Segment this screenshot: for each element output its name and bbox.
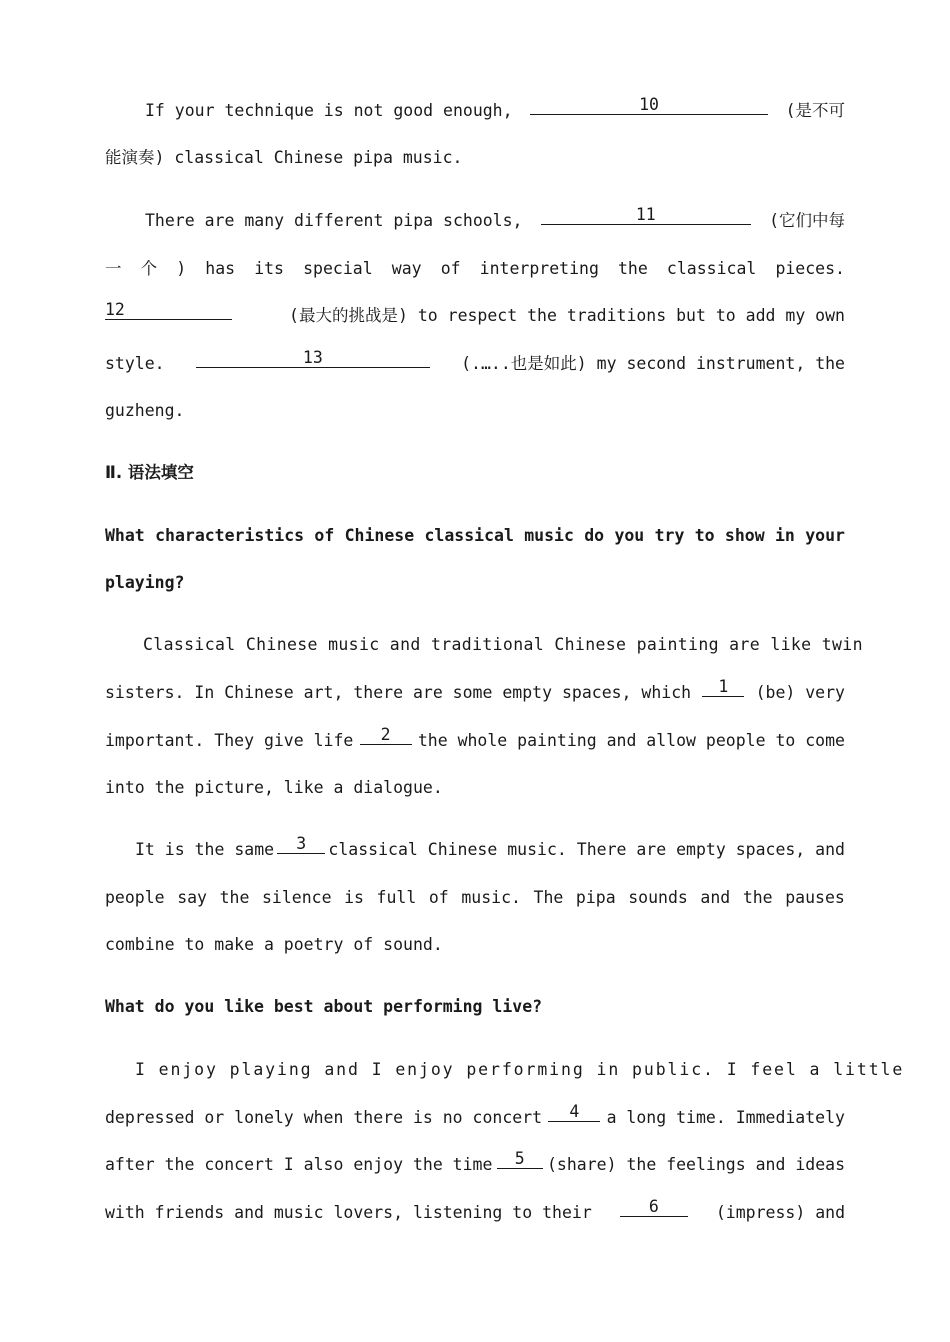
para2-line2 bbox=[105, 254, 845, 284]
para2-line5 bbox=[105, 396, 845, 426]
para4-line3 bbox=[105, 930, 845, 960]
para5-text-d: after the concert I also enjoy the time bbox=[105, 1155, 493, 1174]
question1-text-word: What bbox=[105, 526, 145, 545]
para3-text-a: Classical Chinese music and traditional Chinese painting are like twin bbox=[143, 635, 863, 654]
para4-text-c-word: say bbox=[177, 888, 207, 907]
para5-line4 bbox=[105, 1198, 845, 1228]
para2-text-f: guzheng. bbox=[105, 401, 185, 420]
para4-text-c-word: silence bbox=[261, 888, 332, 907]
para5-text-f: with friends and music lovers, listening to their bbox=[105, 1203, 592, 1222]
para5-text-c: a long time. Immediately bbox=[606, 1108, 845, 1127]
para4-text-c-word: and bbox=[700, 888, 731, 907]
para3-line3 bbox=[105, 726, 845, 756]
para2-line1 bbox=[145, 206, 845, 236]
para2-word: the bbox=[618, 259, 648, 278]
para4-text-c-word: pauses bbox=[785, 888, 845, 907]
para5-text-b: depressed or lonely when there is no concert bbox=[105, 1108, 543, 1127]
para2-text-b: (它们中每 bbox=[769, 211, 845, 230]
para4-text-c-word: the bbox=[742, 888, 773, 907]
para4-text-d: combine to make a poetry of sound. bbox=[105, 935, 443, 954]
question1-line2 bbox=[105, 568, 845, 598]
blank-10[interactable]: 10 bbox=[530, 95, 768, 115]
question1-text-word: your bbox=[805, 526, 845, 545]
para2-word: of bbox=[440, 259, 461, 278]
para5-line1 bbox=[135, 1055, 905, 1085]
para2-word: 一 bbox=[105, 259, 122, 278]
para2-text-a: There are many different pipa schools, bbox=[145, 211, 523, 230]
para1-text-a: If your technique is not good enough, bbox=[145, 101, 513, 120]
para3-text-e: the whole painting and allow people to come bbox=[417, 731, 845, 750]
question1-text-word: in bbox=[775, 526, 795, 545]
para4-text-c-word: sounds bbox=[628, 888, 688, 907]
para5-text-g: (impress) and bbox=[715, 1203, 845, 1222]
para1-text-b: (是不可 bbox=[785, 101, 845, 120]
para4-line1 bbox=[135, 835, 845, 865]
para3-text-b: sisters. In Chinese art, there are some empty spaces, which bbox=[105, 683, 692, 702]
blank-13[interactable]: 13 bbox=[196, 348, 430, 368]
para4-line2 bbox=[105, 883, 845, 913]
question1-text-word: try bbox=[654, 526, 685, 545]
para2-word: its bbox=[254, 259, 284, 278]
para2-line4 bbox=[105, 349, 845, 379]
para4-text-c-word: is bbox=[344, 888, 364, 907]
para5-text-a: I enjoy playing and I enjoy performing in public. I feel a little bbox=[135, 1060, 905, 1079]
question1-line1 bbox=[105, 521, 845, 551]
para5-text-e: (share) the feelings and ideas bbox=[546, 1155, 845, 1174]
blank-11[interactable]: 11 bbox=[541, 205, 751, 225]
para3-line1 bbox=[143, 630, 863, 660]
para4-text-c-word: of bbox=[428, 888, 449, 907]
question2-text: What do you like best about performing live? bbox=[105, 997, 543, 1016]
question1-text-word: Chinese bbox=[344, 526, 415, 545]
para5-line2 bbox=[105, 1103, 845, 1133]
para2-word: classical bbox=[666, 259, 757, 278]
para2-word: special bbox=[303, 259, 373, 278]
para2-word: interpreting bbox=[479, 259, 599, 278]
para5-line3 bbox=[105, 1150, 845, 1180]
para3-line2 bbox=[105, 678, 845, 708]
question1-text-b: playing? bbox=[105, 573, 185, 592]
para2-text-e: (.…..也是如此) my second instrument, the bbox=[461, 354, 845, 373]
blank-3[interactable]: 3 bbox=[277, 834, 325, 854]
question1-text-word: show bbox=[724, 526, 765, 545]
para1-line2 bbox=[105, 143, 845, 173]
para3-text-d: important. They give life bbox=[105, 731, 354, 750]
question1-text-word: of bbox=[314, 526, 335, 545]
para1-text-c: 能演奏) classical Chinese pipa music. bbox=[105, 148, 463, 167]
para3-text-c: (be) very bbox=[755, 683, 845, 702]
blank-12[interactable]: 12 bbox=[105, 300, 232, 320]
question1-text-word: to bbox=[694, 526, 715, 545]
para2-word: has bbox=[205, 259, 236, 278]
para2-text-d: style. bbox=[105, 354, 165, 373]
blank-5[interactable]: 5 bbox=[497, 1149, 543, 1169]
blank-6[interactable]: 6 bbox=[620, 1197, 688, 1217]
question1-text-word: do bbox=[584, 526, 605, 545]
question1-text-word: classical bbox=[424, 526, 514, 545]
para4-text-b: classical Chinese music. There are empty spaces, and bbox=[328, 840, 845, 859]
para2-word: ) bbox=[176, 259, 187, 278]
question1-text-word: music bbox=[524, 526, 574, 545]
para4-text-c-word: pipa bbox=[575, 888, 616, 907]
question1-text-word: characteristics bbox=[155, 526, 305, 545]
para4-text-c-word: The bbox=[533, 888, 564, 907]
para4-text-c-word: people bbox=[105, 888, 165, 907]
para4-text-a: It is the same bbox=[135, 840, 275, 859]
para2-word: 个 bbox=[140, 259, 158, 278]
para3-line4 bbox=[105, 773, 845, 803]
blank-2[interactable]: 2 bbox=[360, 725, 412, 745]
question2 bbox=[105, 992, 845, 1022]
para2-word: pieces. bbox=[775, 259, 845, 278]
para4-text-c-word: music. bbox=[461, 888, 521, 907]
para4-text-c-word: the bbox=[219, 888, 250, 907]
para2-text-c: (最大的挑战是) to respect the traditions but to add my own bbox=[289, 306, 845, 325]
section-heading: Ⅱ. 语法填空 bbox=[105, 463, 194, 482]
question1-text-word: you bbox=[614, 526, 645, 545]
blank-1[interactable]: 1 bbox=[702, 677, 744, 697]
para1-line1 bbox=[145, 96, 845, 126]
para2-word: way bbox=[391, 259, 422, 278]
blank-4[interactable]: 4 bbox=[548, 1102, 600, 1122]
para2-line3 bbox=[105, 301, 845, 331]
para3-text-f: into the picture, like a dialogue. bbox=[105, 778, 443, 797]
para4-text-c-word: full bbox=[376, 888, 417, 907]
